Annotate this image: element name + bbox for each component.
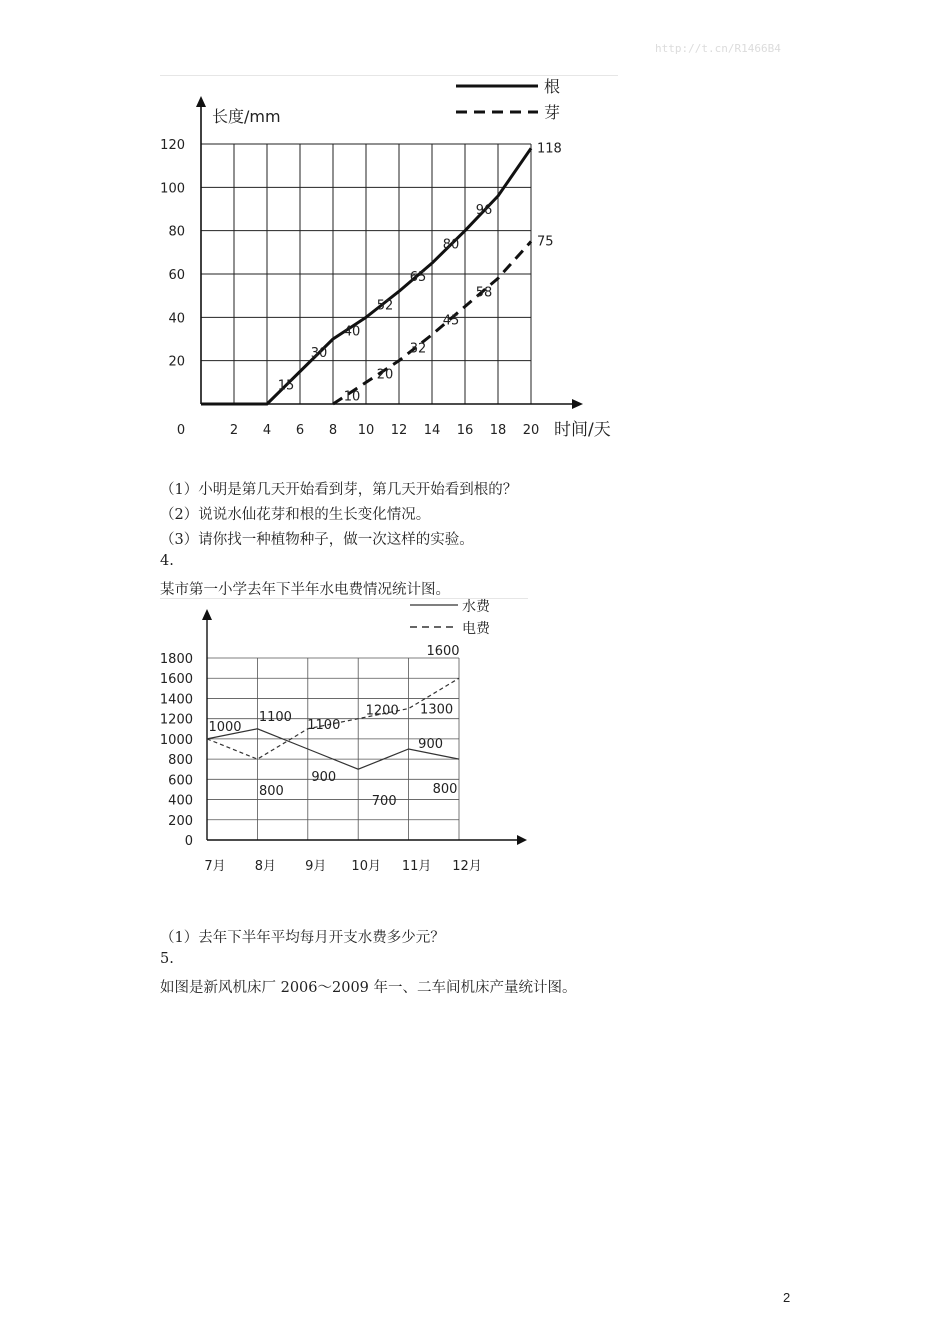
watermark-text: http://t.cn/R1466B4 [655, 42, 781, 55]
y-tick-label: 60 [168, 268, 185, 283]
y-tick-label: 800 [168, 753, 193, 769]
y-tick-label: 600 [168, 773, 193, 789]
question-4-1: （1）去年下半年平均每月开支水费多少元？ [160, 930, 445, 946]
water-fee-data-label: 900 [311, 770, 337, 785]
x-tick-label: 0 [176, 423, 186, 438]
chart2-caption: 某市第一小学去年下半年水电费情况统计图。 [160, 582, 450, 598]
x-tick-label: 10月 [351, 859, 381, 874]
x-tick-label: 12 [390, 423, 408, 438]
x-tick-label: 10 [357, 423, 375, 438]
x-tick-label: 12月 [452, 859, 482, 874]
y-tick-label: 100 [160, 181, 185, 197]
y-tick-label: 40 [168, 311, 185, 327]
data-label: 10 [343, 389, 361, 405]
electricity-fee-data-label: 1600 [426, 644, 460, 660]
x-tick-label: 6 [295, 423, 305, 438]
x-tick-label: 16 [456, 423, 474, 438]
x-axis-arrow [517, 835, 527, 845]
electricity-fee-data-label: 1300 [420, 702, 454, 718]
y-tick-label: 200 [168, 813, 193, 829]
x-tick-label: 4 [262, 423, 272, 438]
data-label: 20 [376, 367, 394, 383]
y-tick-label: 1400 [159, 692, 193, 708]
y-tick-label: 20 [168, 354, 185, 370]
x-tick-label: 2 [229, 423, 239, 438]
data-label: 65 [409, 270, 427, 286]
electricity-fee-data-label: 1200 [365, 703, 399, 719]
question-5-number: 5. [160, 951, 174, 967]
electricity-fee-data-label: 1100 [307, 717, 341, 733]
x-tick-label: 8月 [254, 859, 277, 874]
x-tick-label: 8 [328, 423, 338, 438]
y-tick-label: 0 [184, 834, 193, 849]
data-label: 75 [537, 234, 554, 250]
data-label: 52 [376, 298, 394, 314]
legend-sprout-label: 芽 [544, 103, 561, 122]
x-tick-label: 18 [489, 423, 507, 438]
electricity-fee-data-label: 800 [258, 784, 284, 800]
question-3-1: （1）小明是第几天开始看到芽，第几天开始看到根的？ [160, 482, 518, 498]
data-label: 96 [475, 203, 493, 218]
legend-electricity-label: 电费 [462, 621, 490, 637]
y-tick-label: 80 [168, 224, 185, 240]
water-fee-data-label: 800 [432, 782, 458, 798]
x-tick-label: 9月 [305, 859, 327, 874]
question-3-3: （3）请你找一种植物种子，做一次这样的实验。 [160, 532, 474, 548]
y-tick-label: 1000 [159, 732, 193, 748]
x-tick-label: 7月 [204, 859, 226, 874]
x-tick-label: 14 [423, 423, 441, 438]
x-axis-label: 时间/天 [554, 420, 611, 440]
question-5-title: 如图是新风机床厂 2006～2009 年一、二车间机床产量统计图。 [160, 980, 577, 996]
data-label: 118 [537, 141, 562, 157]
x-tick-label: 20 [522, 423, 540, 438]
water-fee-data-label: 900 [418, 737, 444, 752]
x-tick-label: 11月 [401, 859, 432, 874]
data-label: 45 [442, 313, 460, 329]
water-fee-data-label: 700 [371, 794, 397, 810]
data-label: 80 [442, 237, 460, 253]
data-label: 32 [409, 341, 427, 357]
data-label: 30 [310, 346, 328, 361]
legend-water-label: 水费 [462, 599, 490, 615]
water-fee-data-label: 1100 [258, 709, 292, 725]
data-label: 58 [475, 285, 493, 301]
water-fee-data-label: 1000 [208, 719, 242, 735]
y-axis-label: 长度/mm [212, 107, 281, 126]
data-label: 40 [343, 324, 361, 340]
y-tick-label: 120 [160, 138, 185, 153]
legend-root-label: 根 [544, 77, 561, 96]
question-4-number: 4. [160, 553, 174, 569]
y-axis-arrow [202, 609, 212, 620]
data-label: 15 [277, 378, 295, 394]
question-3-2: （2）说说水仙花芽和根的生长变化情况。 [160, 507, 431, 523]
page-number: 2 [783, 1290, 791, 1305]
y-tick-label: 1800 [159, 652, 193, 667]
y-tick-label: 400 [168, 793, 193, 809]
y-tick-label: 1200 [159, 712, 193, 728]
y-tick-label: 1600 [159, 672, 193, 688]
